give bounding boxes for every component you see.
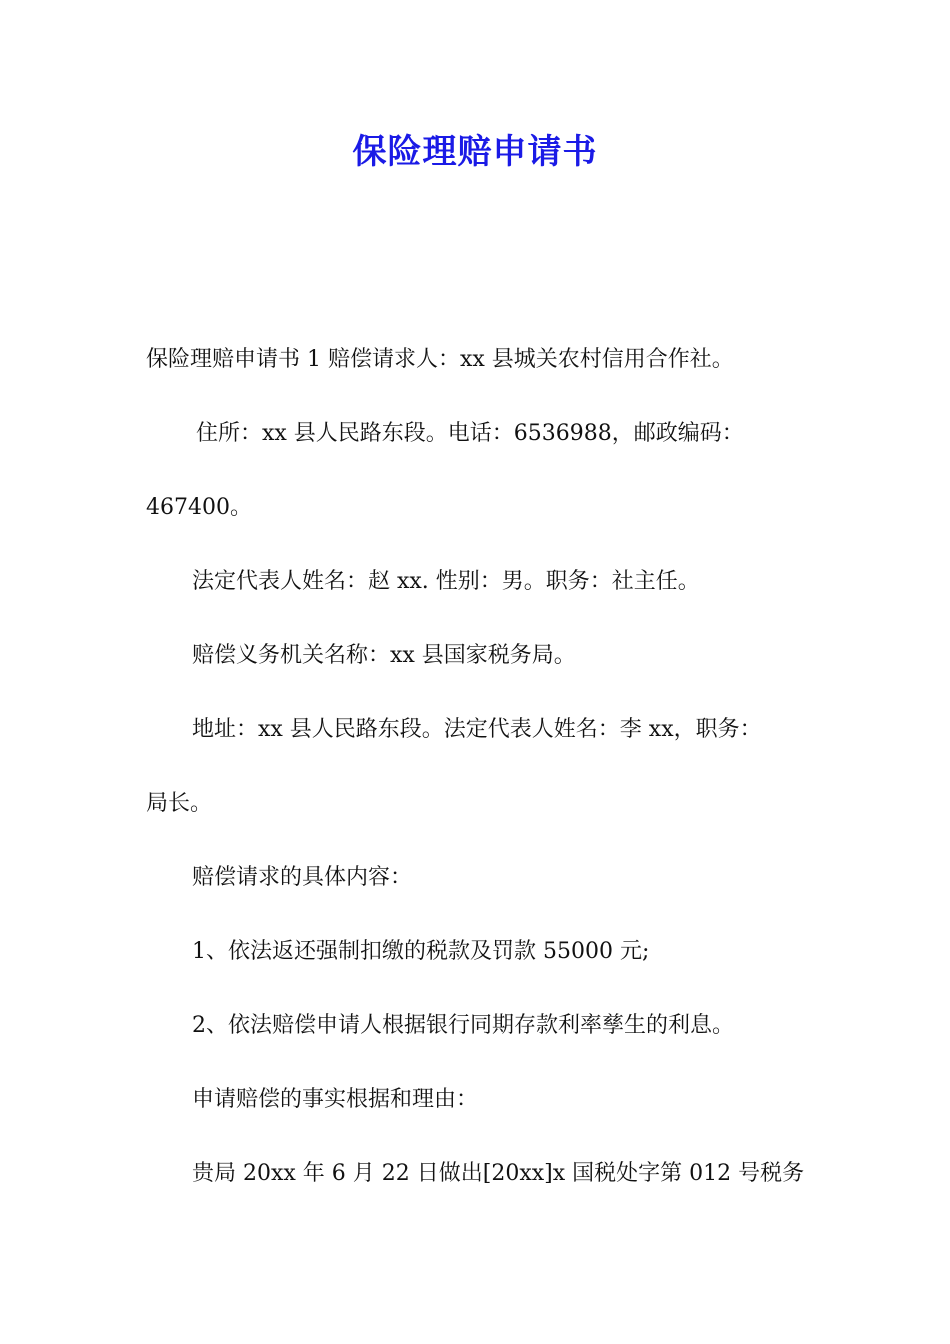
paragraph-obligor-title: 局长。 xyxy=(146,791,213,816)
paragraph-reasons-heading: 申请赔偿的事实根据和理由： xyxy=(192,1087,479,1112)
document-title: 保险理赔申请书 xyxy=(352,132,598,172)
paragraph-claim-heading: 赔偿请求的具体内容： xyxy=(192,865,413,890)
paragraph-legal-representative: 法定代表人姓名：赵 xx. 性别：男。职务：社主任。 xyxy=(192,569,700,594)
list-item-claim-1: 1、依法返还强制扣缴的税款及罚款 55000 元; xyxy=(192,939,650,964)
paragraph-obligor-address: 地址：xx 县人民路东段。法定代表人姓名：李 xx，职务： xyxy=(192,717,762,742)
paragraph-postcode: 467400。 xyxy=(146,495,252,520)
paragraph-obligor-name: 赔偿义务机关名称：xx 县国家税务局。 xyxy=(192,643,576,668)
paragraph-claimant: 保险理赔申请书 1 赔偿请求人：xx 县城关农村信用合作社。 xyxy=(146,347,734,372)
paragraph-reasons-body: 贵局 20xx 年 6 月 22 日做出[20xx]x 国税处字第 012 号税务 xyxy=(192,1161,805,1186)
list-item-claim-2: 2、依法赔偿申请人根据银行同期存款利率孳生的利息。 xyxy=(192,1013,734,1038)
paragraph-address-phone: 住所：xx 县人民路东段。电话：6536988，邮政编码： xyxy=(196,421,744,446)
